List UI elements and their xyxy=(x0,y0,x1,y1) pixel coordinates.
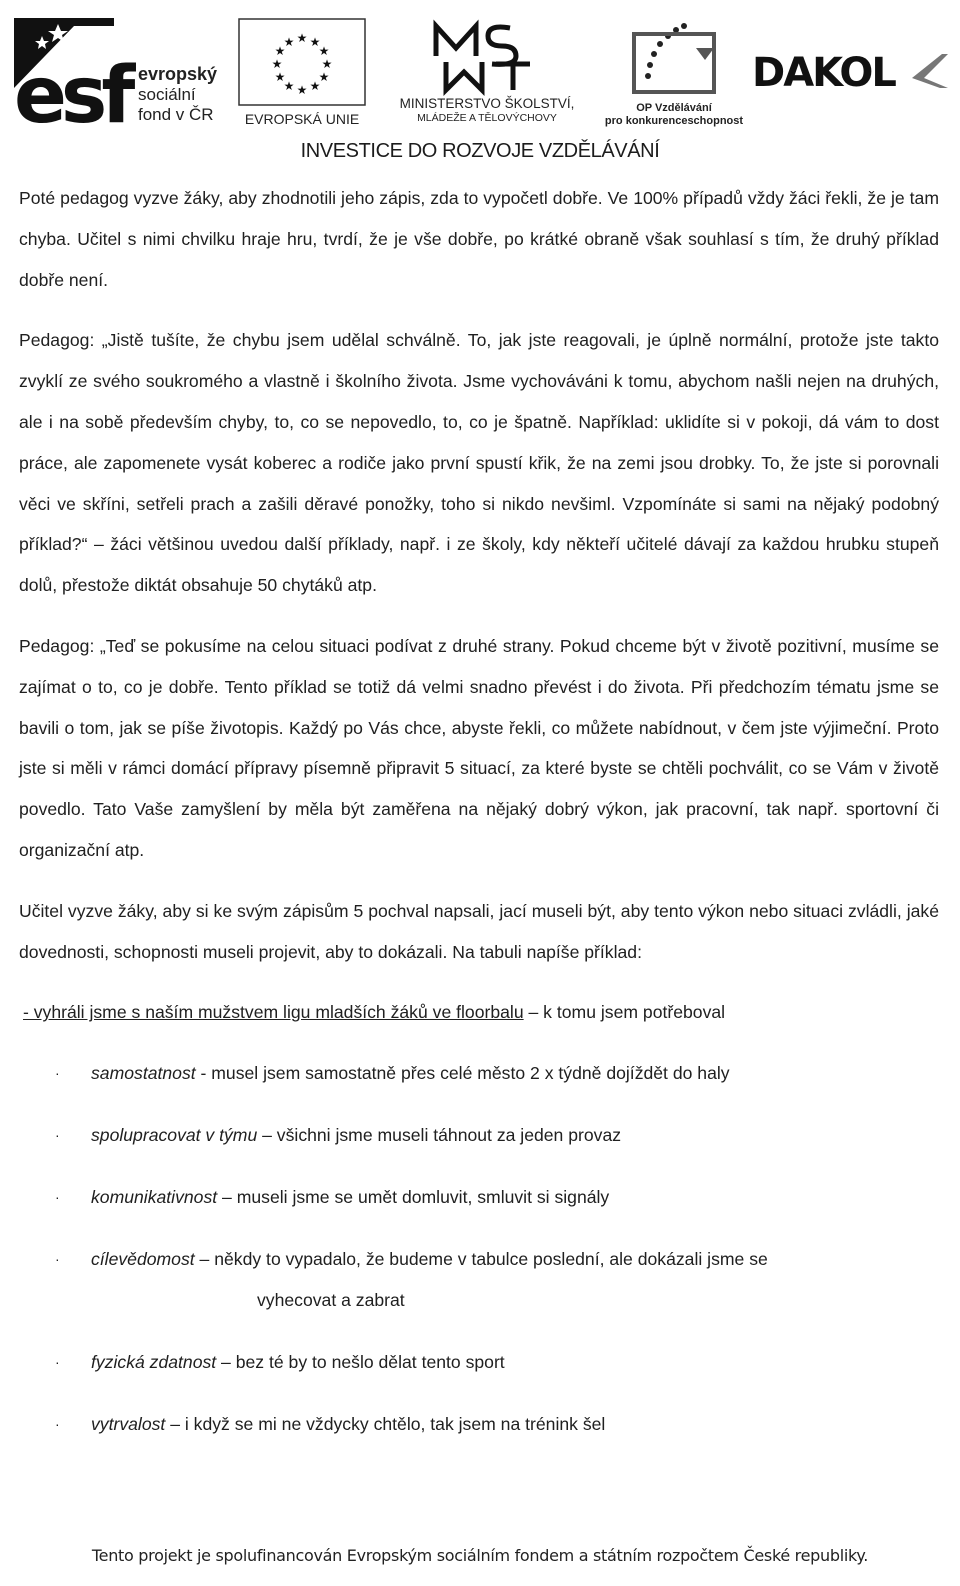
item-term: spolupracovat v týmu xyxy=(91,1125,258,1146)
svg-text:★: ★ xyxy=(296,83,308,97)
item-term: samostatnost xyxy=(91,1063,196,1084)
esf-logo xyxy=(14,18,234,126)
list-item xyxy=(19,1115,939,1156)
tagline: INVESTICE DO ROZVOJE VZDĚLÁVÁNÍ xyxy=(300,140,660,162)
msmt-logo xyxy=(380,18,594,130)
item-text: – někdy to vypadalo, že budeme v tabulce poslední, ale dokázali jsme se xyxy=(194,1249,768,1270)
item-continuation: vyhecovat a zabrat xyxy=(257,1290,405,1311)
svg-text:★: ★ xyxy=(274,44,286,58)
dakol-logo xyxy=(752,48,950,96)
list-item xyxy=(19,1404,939,1445)
eu-flag-logo xyxy=(238,18,368,130)
item-text: – bez té by to nešlo dělat tento sport xyxy=(216,1352,505,1373)
svg-text:pro konkurenceschopnost: pro konkurenceschopnost xyxy=(604,115,744,127)
document-body xyxy=(19,178,939,1466)
item-term: cílevědomost xyxy=(91,1249,195,1270)
paragraph: Učitel vyzve žáky, aby si ke svým zápisům 5 pochval napsali, jací museli být, aby tento výkon nebo situaci zvládli, jaké dovednosti, schopnosti museli projevit, aby to dokázali. Na tabuli napíše příklad: xyxy=(19,900,939,962)
bullet-icon: · xyxy=(55,1065,60,1082)
svg-text:★: ★ xyxy=(283,35,295,49)
item-text: – museli jsme se umět domluvit, smluvit si signály xyxy=(217,1187,610,1208)
svg-text:★: ★ xyxy=(309,79,321,93)
logo-header xyxy=(0,0,960,170)
example-line xyxy=(23,992,939,1033)
svg-text:★: ★ xyxy=(274,70,286,84)
paragraph: Pedagog: „Jistě tušíte, že chybu jsem udělal schválně. To, jak jste reagovali, je úplně normální, protože jste takto zvyklí ze svého soukromého a vlastně i školního života. Jsme vychováváni k tomu, abychom našli nejen na druhých, ale i na sobě především chyby, to, co se nepovedlo, to, co je špatně. Například: uklidíte si v pokoji, dá vám to dost práce, ale zapomenete vysát koberec a rodiče jako první spustí křik, že na zemi jsou drobky. To, že jste si porovnali věci ve skříni, setřeli prach a zašili děravé ponožky, toho si nikdo nevšiml. Vzpomínáte si sami na nějaký podobný příklad?“ – žáci většinou uvedou další příklady, např. i ze školy, kdy někteří učitelé dávají za každou hrubku stupeň dolů, přestože diktát obsahuje 50 chytáků atp. xyxy=(19,330,939,596)
item-text: – všichni jsme museli táhnout za jeden provaz xyxy=(257,1125,622,1146)
svg-text:DAKOL: DAKOL xyxy=(752,50,895,96)
bullet-icon: · xyxy=(55,1416,60,1433)
paragraph: Pedagog: „Teď se pokusíme na celou situaci podívat z druhé strany. Pokud chceme být v životě pozitivní, musíme se zajímat o to, co je dobře. Tento příklad se totiž dá velmi snadno převést i do života. Při předchozím tématu jsme se bavili o tom, jak se píše životopis. Každý po Vás chce, abyste řekli, co můžete nabídnout, v čem jste výjimeční. Proto jste si měli v rámci domácí přípravy písemně připravit 5 situací, za které byste se chtěli pochválit, co se Vám v životě povedlo. Tato Vaše zamyšlení by měla být zaměřena na nějaký dobrý výkon, jak pracovní, tak např. sportovní či organizační atp. xyxy=(19,635,939,860)
svg-text:esf: esf xyxy=(14,51,130,126)
svg-text:evropský: evropský xyxy=(138,64,218,84)
example-underlined: - vyhráli jsme s naším mužstvem ligu mladších žáků ve floorbalu xyxy=(23,1002,524,1023)
paragraph: Poté pedagog vyzve žáky, aby zhodnotili jeho zápis, zda to vypočetl dobře. Ve 100% případů vždy žáci řekli, že je tam chyba. Učitel s nimi chvilku hraje hru, tvrdí, že je vše dobře, po krátké obraně však souhlasí s tím, že druhý příklad dobře není. xyxy=(19,188,939,290)
svg-text:EVROPSKÁ UNIE: EVROPSKÁ UNIE xyxy=(244,111,360,127)
item-term: fyzická zdatnost xyxy=(91,1352,217,1373)
svg-text:★: ★ xyxy=(321,57,333,71)
list-item xyxy=(19,1177,939,1218)
svg-text:MLÁDEŽE A TĚLOVÝCHOVY: MLÁDEŽE A TĚLOVÝCHOVY xyxy=(417,112,557,124)
list-item xyxy=(19,1053,939,1094)
svg-text:fond v ČR: fond v ČR xyxy=(138,105,214,124)
svg-text:★: ★ xyxy=(318,44,330,58)
svg-text:★: ★ xyxy=(318,70,330,84)
footer-note: Tento projekt je spolufinancován Evropským sociálním fondem a státním rozpočtem České republiky. xyxy=(91,1546,869,1565)
item-term: komunikativnost xyxy=(91,1187,218,1208)
item-term: vytrvalost xyxy=(91,1414,166,1435)
qualities-list xyxy=(19,1053,939,1445)
svg-text:MINISTERSTVO ŠKOLSTVÍ,: MINISTERSTVO ŠKOLSTVÍ, xyxy=(399,96,575,111)
svg-text:sociální: sociální xyxy=(138,85,196,104)
item-text: – i když se mi ne vždycky chtělo, tak jsem na trénink šel xyxy=(165,1414,606,1435)
item-text: - musel jsem samostatně přes celé město 2 x týdně dojíždět do haly xyxy=(195,1063,730,1084)
op-logo xyxy=(600,18,748,130)
example-rest: – k tomu jsem potřeboval xyxy=(523,1002,726,1023)
svg-text:★: ★ xyxy=(296,31,308,45)
bullet-icon: · xyxy=(55,1251,60,1268)
svg-text:OP Vzdělávání: OP Vzdělávání xyxy=(636,102,712,114)
bullet-icon: · xyxy=(55,1354,60,1371)
svg-text:★: ★ xyxy=(283,79,295,93)
svg-text:★: ★ xyxy=(309,35,321,49)
bullet-icon: · xyxy=(55,1189,60,1206)
bullet-icon: · xyxy=(55,1127,60,1144)
svg-text:★: ★ xyxy=(271,57,283,71)
list-item xyxy=(19,1239,939,1321)
list-item xyxy=(19,1342,939,1383)
